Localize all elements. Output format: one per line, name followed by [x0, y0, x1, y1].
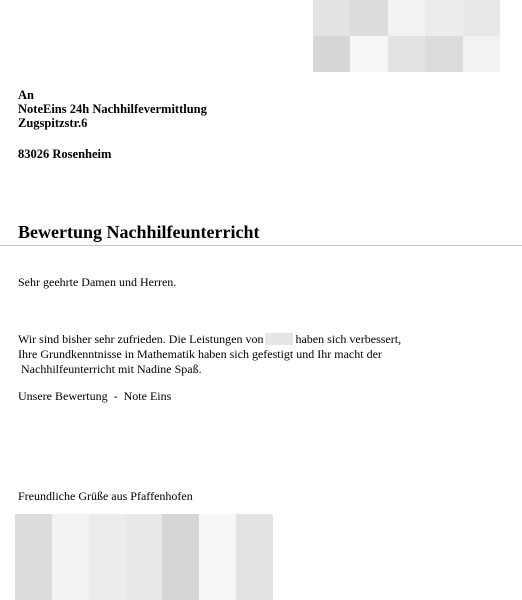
redaction-pixel [388, 0, 425, 36]
redacted-name [265, 333, 293, 345]
redacted-signature [15, 514, 273, 600]
recipient-city: 83026 Rosenheim [18, 147, 112, 161]
recipient-prefix: An [18, 88, 34, 102]
redaction-pixel [89, 543, 126, 572]
redaction-pixel [52, 571, 89, 600]
recipient-company: NoteEins 24h Nachhilfevermittlung [18, 102, 207, 116]
redaction-pixel [350, 0, 387, 36]
closing-greeting: Freundliche Grüße aus Pfaffenhofen [18, 489, 193, 503]
redaction-pixel [463, 0, 500, 36]
redaction-pixel [162, 571, 199, 600]
redaction-pixel [162, 514, 199, 543]
redaction-pixel [89, 514, 126, 543]
redaction-pixel [425, 0, 462, 36]
recipient-street: Zugspitzstr.6 [18, 116, 88, 130]
body-paragraph [18, 332, 401, 377]
letter-subject: Bewertung Nachhilfeunterricht [18, 222, 260, 242]
redaction-pixel [126, 543, 163, 572]
redaction-pixel [15, 543, 52, 572]
rating-line: Unsere Bewertung - Note Eins [18, 389, 172, 403]
redaction-pixel [199, 514, 236, 543]
redaction-pixel [15, 571, 52, 600]
redaction-pixel [350, 36, 387, 72]
redaction-pixel [52, 543, 89, 572]
redaction-pixel [313, 36, 350, 72]
redaction-pixel [236, 571, 273, 600]
redaction-pixel [52, 514, 89, 543]
salutation: Sehr geehrte Damen und Herren. [18, 275, 177, 289]
body-line-2: Ihre Grundkenntnisse in Mathematik haben sich gefestigt und Ihr macht der [18, 347, 382, 361]
redaction-pixel [425, 36, 462, 72]
redaction-pixel [313, 0, 350, 36]
redaction-pixel [126, 514, 163, 543]
redaction-pixel [199, 543, 236, 572]
body-line-1: Wir sind bisher sehr zufrieden. Die Leistungen von haben sich verbessert, [18, 332, 402, 346]
redaction-pixel [15, 514, 52, 543]
redaction-pixel [463, 36, 500, 72]
redaction-pixel [236, 514, 273, 543]
redaction-pixel [162, 543, 199, 572]
redaction-pixel [236, 543, 273, 572]
redaction-pixel [89, 571, 126, 600]
recipient-address [18, 88, 207, 161]
redaction-pixel [388, 36, 425, 72]
subject-divider [0, 245, 522, 246]
redacted-sender-block [313, 0, 500, 72]
redaction-pixel [126, 571, 163, 600]
body-line-3: Nachhilfeunterricht mit Nadine Spaß. [21, 362, 202, 376]
redaction-pixel [199, 571, 236, 600]
